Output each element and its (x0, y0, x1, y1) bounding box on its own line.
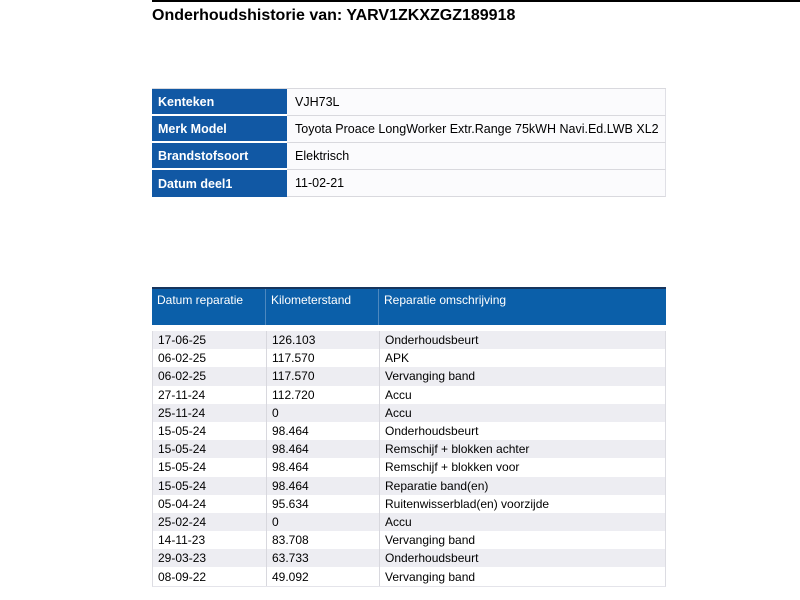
repair-row-6 (153, 422, 665, 440)
info-label-datum-deel1: Datum deel1 (152, 170, 287, 197)
repair-km: 0 (267, 404, 380, 422)
repair-row-13 (153, 549, 665, 567)
repair-date: 05-04-24 (153, 495, 267, 513)
repair-km: 49.092 (267, 567, 380, 585)
info-value-datum-deel1: 11-02-21 (287, 170, 666, 197)
info-value-kenteken: VJH73L (287, 89, 666, 116)
repair-km: 117.570 (267, 349, 380, 367)
repair-row-10 (153, 495, 665, 513)
info-label-kenteken: Kenteken (152, 89, 287, 116)
column-header-kilometerstand: Kilometerstand (266, 289, 379, 325)
repair-km: 98.464 (267, 458, 380, 476)
info-row-brandstofsoort (152, 143, 666, 170)
repair-km: 98.464 (267, 440, 380, 458)
repair-date: 27-11-24 (153, 386, 267, 404)
repair-km: 112.720 (267, 386, 380, 404)
repair-description: Accu (385, 514, 412, 529)
repair-date: 29-03-23 (153, 549, 267, 567)
repair-description: Accu (385, 387, 412, 402)
repair-row-2 (153, 349, 665, 367)
repair-date: 14-11-23 (153, 531, 267, 549)
info-row-merk-model (152, 116, 666, 143)
repair-row-14 (153, 567, 665, 585)
top-horizontal-rule (152, 0, 800, 2)
repair-table-header-row (152, 287, 666, 325)
repair-description: Accu (385, 405, 412, 420)
repair-km: 98.464 (267, 477, 380, 495)
repair-table-body (152, 331, 666, 587)
repair-row-9 (153, 477, 665, 495)
repair-km: 117.570 (267, 367, 380, 385)
repair-description: Onderhoudsbeurt (385, 424, 479, 439)
info-label-brandstofsoort: Brandstofsoort (152, 143, 287, 170)
column-header-datum-reparatie: Datum reparatie (152, 289, 266, 325)
repair-row-5 (153, 404, 665, 422)
repair-date: 06-02-25 (153, 367, 267, 385)
repair-km: 0 (267, 513, 380, 531)
info-row-kenteken (152, 89, 666, 116)
repair-km: 95.634 (267, 495, 380, 513)
page-title: Onderhoudshistorie van: YARV1ZKXZGZ189918 (152, 7, 516, 24)
repair-date: 06-02-25 (153, 349, 267, 367)
repair-description: Vervanging band (385, 569, 476, 584)
repair-km: 63.733 (267, 549, 380, 567)
repair-description: Onderhoudsbeurt (385, 333, 479, 348)
repair-km: 83.708 (267, 531, 380, 549)
repair-description: Ruitenwisserblad(en) voorzijde (385, 496, 550, 511)
repair-description: Vervanging band (385, 533, 476, 548)
repair-row-12 (153, 531, 665, 549)
info-label-merk-model: Merk Model (152, 116, 287, 143)
repair-row-4 (153, 386, 665, 404)
repair-date: 17-06-25 (153, 331, 267, 349)
repair-km: 98.464 (267, 422, 380, 440)
repair-row-11 (153, 513, 665, 531)
repair-description: Remschijf + blokken achter (385, 442, 530, 457)
info-value-brandstofsoort: Elektrisch (287, 143, 666, 170)
info-row-datum-deel1 (152, 170, 666, 197)
repair-km: 126.103 (267, 331, 380, 349)
repair-date: 25-02-24 (153, 513, 267, 531)
repair-row-3 (153, 367, 665, 385)
repair-date: 15-05-24 (153, 422, 267, 440)
repair-row-8 (153, 458, 665, 476)
repair-date: 15-05-24 (153, 458, 267, 476)
repair-date: 15-05-24 (153, 477, 267, 495)
column-header-reparatie-omschrijving: Reparatie omschrijving (384, 293, 507, 307)
repair-description: Onderhoudsbeurt (385, 551, 479, 566)
repair-description: Reparatie band(en) (385, 478, 489, 493)
repair-description: Remschijf + blokken voor (385, 460, 520, 475)
info-value-merk-model: Toyota Proace LongWorker Extr.Range 75kWH Navi.Ed.LWB XL2 (287, 116, 666, 143)
vehicle-info-table (152, 88, 666, 197)
repair-description: Vervanging band (385, 369, 476, 384)
repair-row-1 (153, 331, 665, 349)
repair-description: APK (385, 351, 410, 366)
repair-date: 15-05-24 (153, 440, 267, 458)
repair-row-7 (153, 440, 665, 458)
repair-date: 08-09-22 (153, 567, 267, 585)
repair-date: 25-11-24 (153, 404, 267, 422)
